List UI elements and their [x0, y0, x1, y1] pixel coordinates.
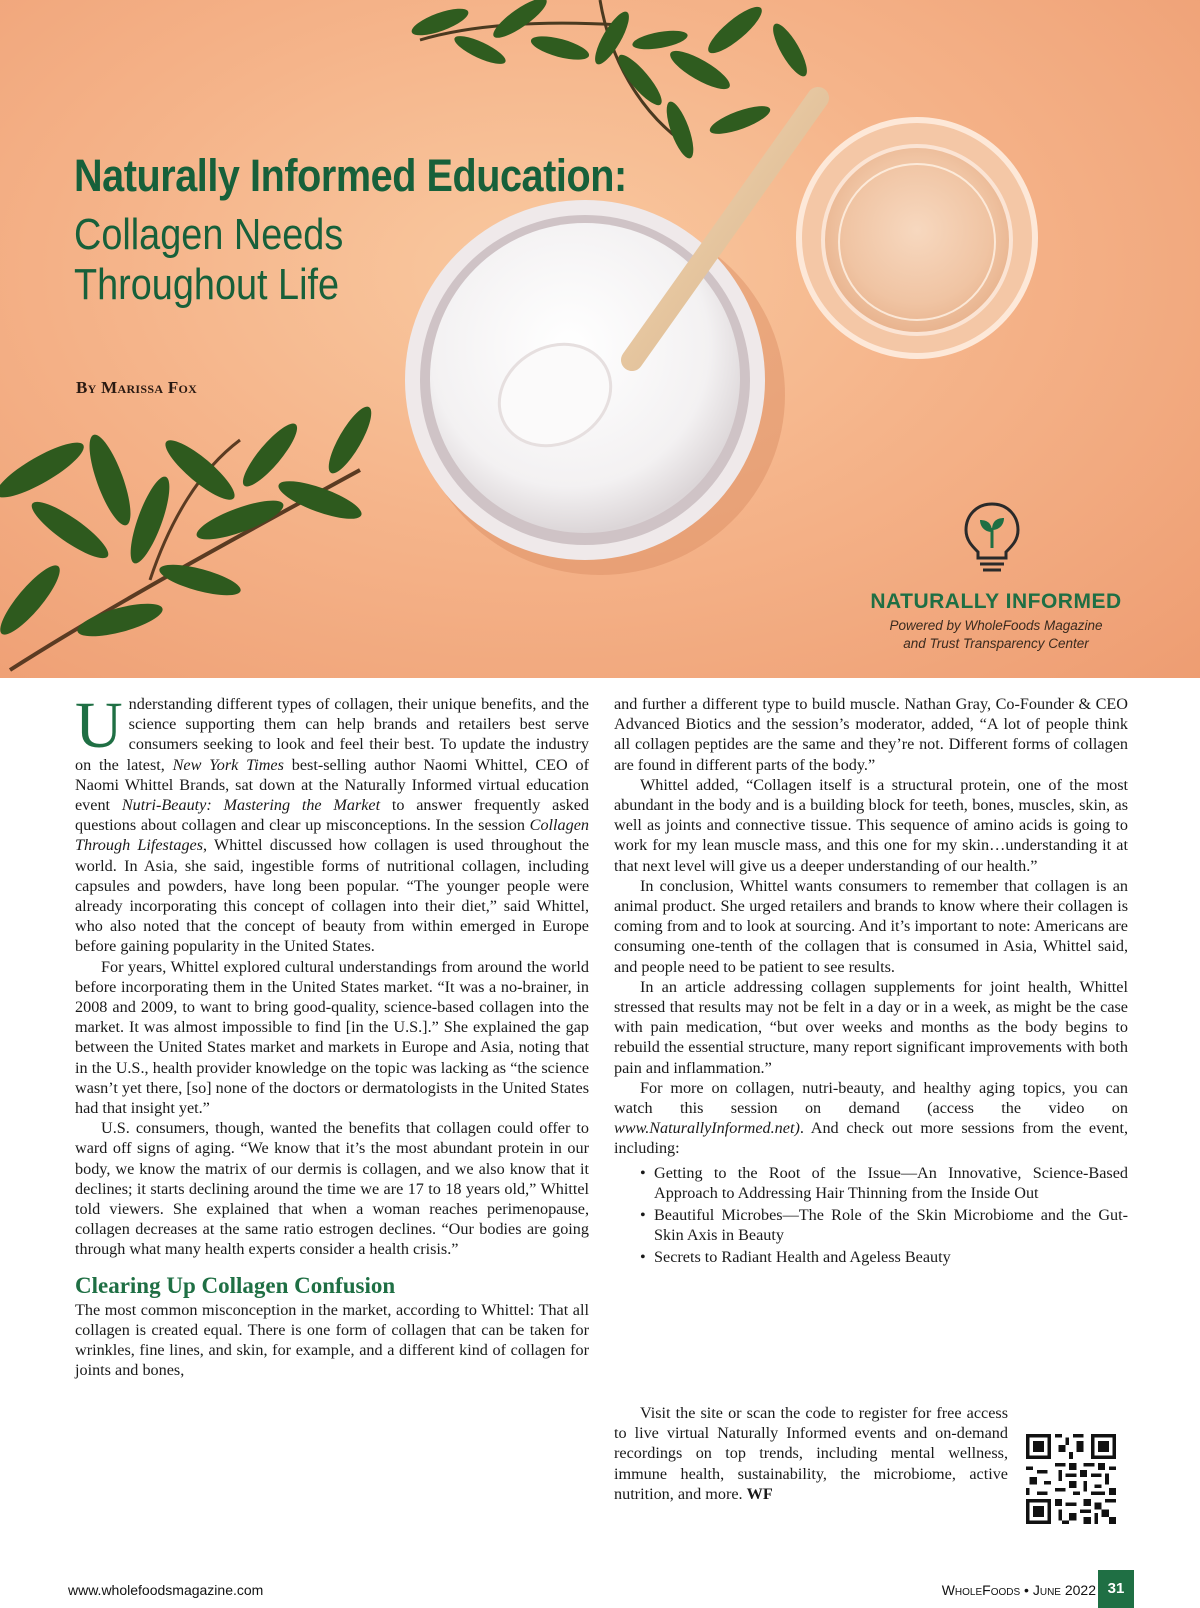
visit-text: Visit the site or scan the code to register for free access to live virtual Naturally Informed events and on-demand recordings on top trends, including mental wellness, immune health, sustainability, the microbiome, active nutrition, and more. — [614, 1404, 1008, 1503]
paragraph-8-text-a: For more on collagen, nutri-beauty, and healthy aging topics, you can watch this session on demand (access the video on — [614, 1078, 1128, 1118]
list-item: • Beautiful Microbes—The Role of the Skin Microbiome and the Gut-Skin Axis in Beauty — [654, 1205, 1128, 1245]
footer-website-url[interactable]: www.wholefoodsmagazine.com — [68, 1582, 264, 1598]
paragraph-7: In an article addressing collagen supplements for joint health, Whittel stressed that results may not be felt in a day or in a week, as might be the case with pain medication, “but over weeks and months as the body begins to rebuild the essential structure, many report significant improvements with both pain and inflammation.” — [614, 977, 1128, 1077]
paragraph-8-text-b: . And check out more sessions from the event, including: — [614, 1119, 1128, 1158]
leaves-top — [409, 0, 813, 161]
list-item: • Getting to the Root of the Issue—An Innovative, Science-Based Approach to Addressing Hair Thinning from the Inside Out — [654, 1163, 1128, 1203]
subtitle-line-2: Throughout Life — [74, 260, 340, 309]
logo-tagline-2: and Trust Transparency Center — [903, 636, 1089, 651]
section-heading: Clearing Up Collagen Confusion — [75, 1272, 396, 1298]
session-list — [614, 1163, 1128, 1268]
event-name: Nutri-Beauty: Mastering the Market — [121, 796, 381, 815]
byline: By Marissa Fox — [76, 378, 198, 397]
logo-tagline-1: Powered by WholeFoods Magazine — [889, 618, 1103, 633]
list-item: • Secrets to Radiant Health and Ageless Beauty — [654, 1247, 1128, 1267]
paragraph-2: For years, Whittel explored cultural understandings from around the world before incorporating them in the United States market. “It was a no-brainer, in 2008 and 2009, to want to bring good-quality, science-based collagen into the market. It was almost impossible to find [in the U.S.].” She explained the gap between the United States market and markets in Europe and Asia, noting that in the U.S., health provider knowledge on the topic was lacking as “the science wasn’t yet there, [so] none of the doctors or dermatologists in the United States had that insight yet.” — [75, 957, 589, 1118]
paragraph-1-text-c: to answer frequently asked questions about collagen and clear up misconceptions. In the session — [75, 796, 589, 835]
paragraph-6: In conclusion, Whittel wants consumers to remember that collagen is an animal product. She urged retailers and brands to know where their collagen is coming from and to look at sourcing. And it’s important to note: Americans are consuming one-tenth of the collagen that is consumed in Asia, Whittel said, and people need to be patient to see results. — [614, 876, 1128, 976]
publication-name: New York Times — [172, 755, 284, 774]
naturally-informed-logo-text: NATURALLY INFORMED — [870, 590, 1122, 613]
naturally-informed-link[interactable]: www.NaturallyInformed.net) — [614, 1119, 800, 1138]
leaves-bottom — [0, 402, 379, 670]
subtitle-line-1: Collagen Needs — [74, 210, 344, 259]
paragraph-4: The most common misconception in the market, according to Whittel: That all collagen is created equal. There is one form of collagen that can be taken for wrinkles, fine lines, and skin, for example, and a different kind of collagen for joints and bones, — [75, 1300, 589, 1380]
qr-code-icon[interactable] — [1026, 1434, 1116, 1524]
session-name: Collagen Through Lifestages — [75, 816, 589, 855]
end-mark: WF — [746, 1484, 773, 1503]
paragraph-1-text-b: best-selling author Naomi Whittel, CEO of Naomi Whittel Brands, sat down at the Naturally Informed virtual education event — [75, 755, 590, 815]
article-title: Naturally Informed Education: — [74, 150, 627, 201]
paragraph-1 — [75, 689, 590, 957]
drop-cap: U — [75, 689, 123, 762]
paragraph-5: Whittel added, “Collagen itself is a structural protein, one of the most abundant in the body and is a building block for teeth, bones, muscles, skin, as well as joints and connective tissue. This sequence of amino acids is going to work for my lean muscle mass, and this one for my skin…understanding it at that next level will give us a deeper understanding of our health.” — [614, 775, 1128, 875]
article-column-left — [75, 689, 590, 1381]
hero-photo — [0, 0, 1200, 678]
paragraph-1-text-d: , Whittel discussed how collagen is used throughout the world. In Asia, she said, ingestible forms of nutritional collagen, including capsules and powders, have long been popular. “The younger people were already incorporating this concept of collagen into their diet,” said Whittel, who also noted that the concept of beauty from within emerged in Europe before gaining popularity in the United States. — [75, 836, 589, 956]
article-column-right — [614, 694, 1128, 1270]
paragraph-4-continued: and further a different type to build muscle. Nathan Gray, Co-Founder & CEO Advanced Biotics and the session’s moderator, added, “A lot of people think all collagen peptides are the same and they’re not. Different forms of collagen are found in different parts of the body.” — [614, 695, 1128, 774]
article-subtitle — [74, 210, 343, 310]
paragraph-3: U.S. consumers, though, wanted the benefits that collagen could offer to ward off signs of aging. “We know that it’s the most abundant protein in our body, we know the matrix of our dermis is collagen, and we also know that it declines; it starts declining around the time we are 17 to 18 years old,” Whittel told viewers. She explained that when a woman reaches perimenopause, collagen decreases at the same ratio estrogen declines. “Our bodies are going through what many health experts consider a health crisis.” — [75, 1119, 589, 1259]
footer-magazine-issue: WholeFoods • June 2022 — [941, 1582, 1096, 1598]
visit-paragraph — [614, 1403, 1008, 1504]
lightbulb-sprout-icon — [960, 500, 1024, 580]
page-number: 31 — [1098, 1570, 1134, 1608]
paragraph-1-text-a: nderstanding different types of collagen, their unique benefits, and the science supporting them can help brands and retailers best serve consumers seeking to look and feel their best. To update the industry on the latest, — [75, 695, 589, 774]
paragraph-8 — [614, 1078, 1128, 1159]
